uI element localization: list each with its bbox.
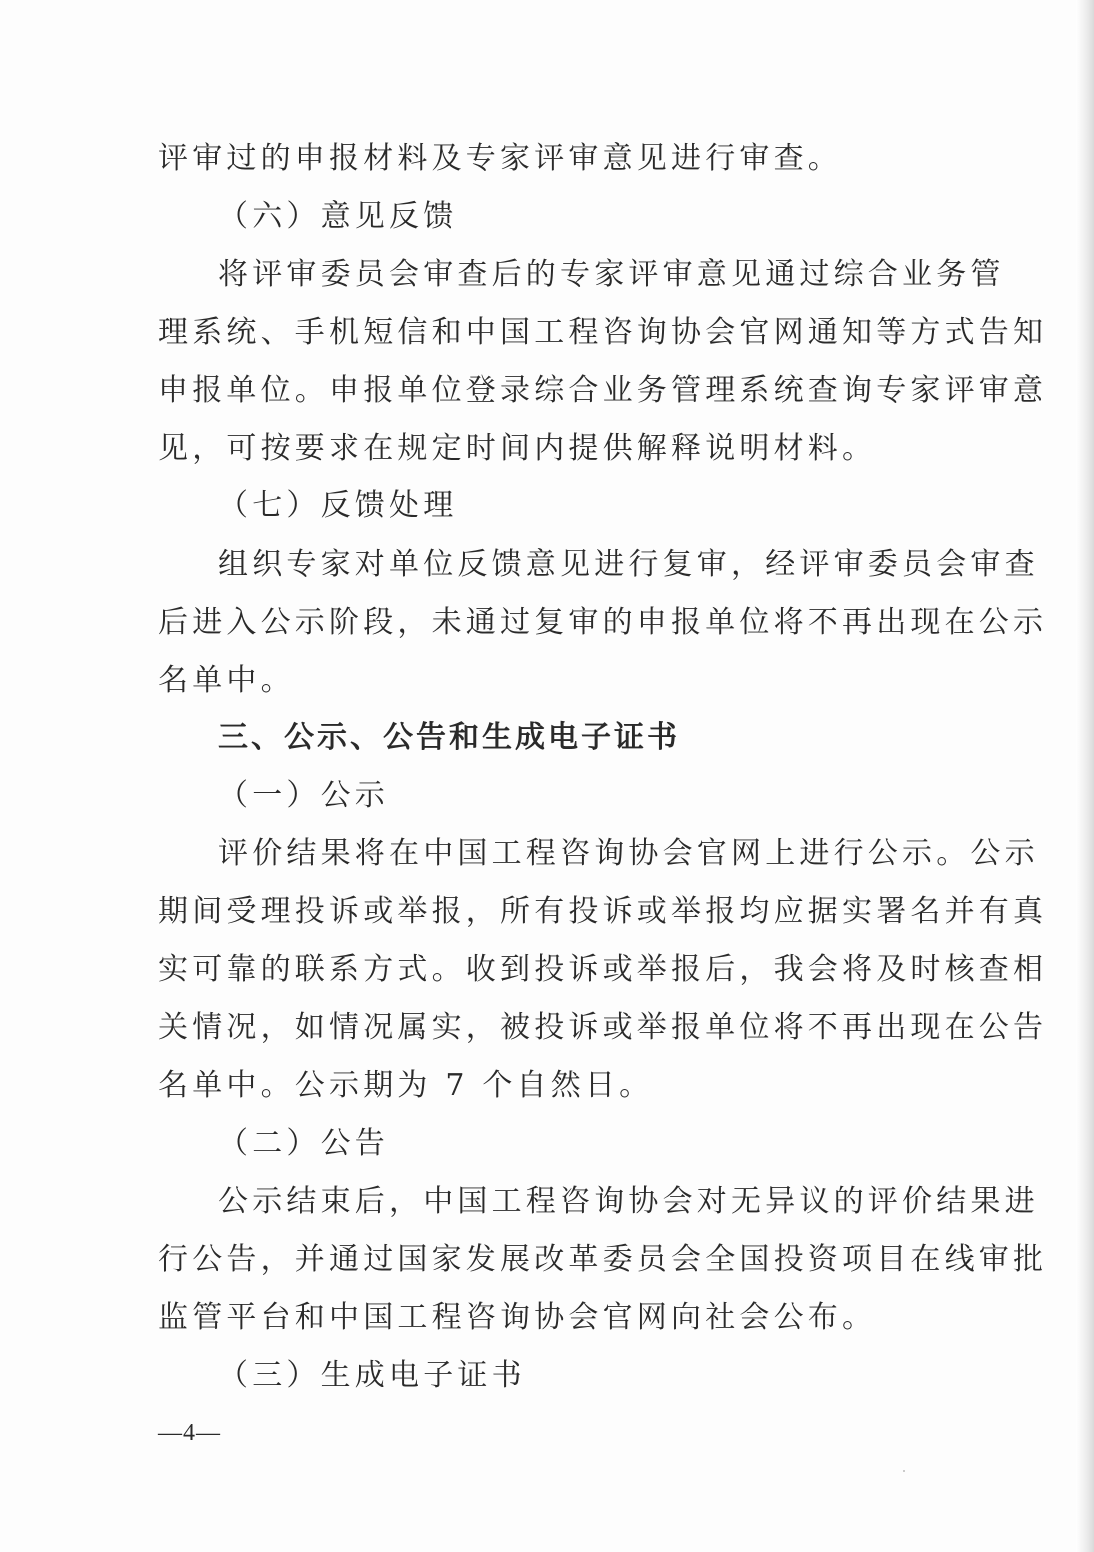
paragraph-line: 名单中。公示期为 7 个自然日。 bbox=[158, 1068, 654, 1103]
paragraph-line: 后进入公示阶段，未通过复审的申报单位将不再出现在公示 bbox=[158, 605, 1048, 640]
paragraph-line: 监管平台和中国工程咨询协会官网向社会公布。 bbox=[158, 1300, 877, 1335]
paragraph-line: 关情况，如情况属实，被投诉或举报单位将不再出现在公告 bbox=[158, 1010, 1048, 1045]
page-number: —4— bbox=[158, 1420, 221, 1446]
paragraph-line: 见，可按要求在规定时间内提供解释说明材料。 bbox=[158, 431, 877, 466]
section-heading-2: （二）公告 bbox=[218, 1126, 389, 1161]
paragraph-line: 将评审委员会审查后的专家评审意见通过综合业务管 bbox=[218, 257, 1005, 292]
section-heading-6: （六）意见反馈 bbox=[218, 199, 458, 234]
paragraph-line: 实可靠的联系方式。收到投诉或举报后，我会将及时核查相 bbox=[158, 952, 1048, 987]
section-heading-7: （七）反馈处理 bbox=[218, 488, 458, 523]
section-heading-3: （三）生成电子证书 bbox=[218, 1358, 526, 1393]
paragraph-line: 组织专家对单位反馈意见进行复审，经评审委员会审查 bbox=[218, 547, 1039, 582]
scan-speck bbox=[903, 1470, 905, 1472]
section-heading-1: （一）公示 bbox=[218, 778, 389, 813]
paragraph-line: 期间受理投诉或举报，所有投诉或举报均应据实署名并有真 bbox=[158, 894, 1048, 929]
paragraph-line: 申报单位。申报单位登录综合业务管理系统查询专家评审意 bbox=[158, 373, 1048, 408]
paragraph-line: 评价结果将在中国工程咨询协会官网上进行公示。公示 bbox=[218, 836, 1039, 871]
scan-edge-shadow bbox=[1076, 0, 1094, 1552]
paragraph-line: 理系统、手机短信和中国工程咨询协会官网通知等方式告知 bbox=[158, 315, 1048, 350]
paragraph-line: 名单中。 bbox=[158, 663, 295, 698]
chapter-heading: 三、公示、公告和生成电子证书 bbox=[218, 720, 680, 755]
paragraph-line: 公示结束后，中国工程咨询协会对无异议的评价结果进 bbox=[218, 1184, 1039, 1219]
paragraph-line: 行公告，并通过国家发展改革委员会全国投资项目在线审批 bbox=[158, 1242, 1048, 1277]
paragraph-line: 评审过的申报材料及专家评审意见进行审查。 bbox=[158, 141, 842, 176]
